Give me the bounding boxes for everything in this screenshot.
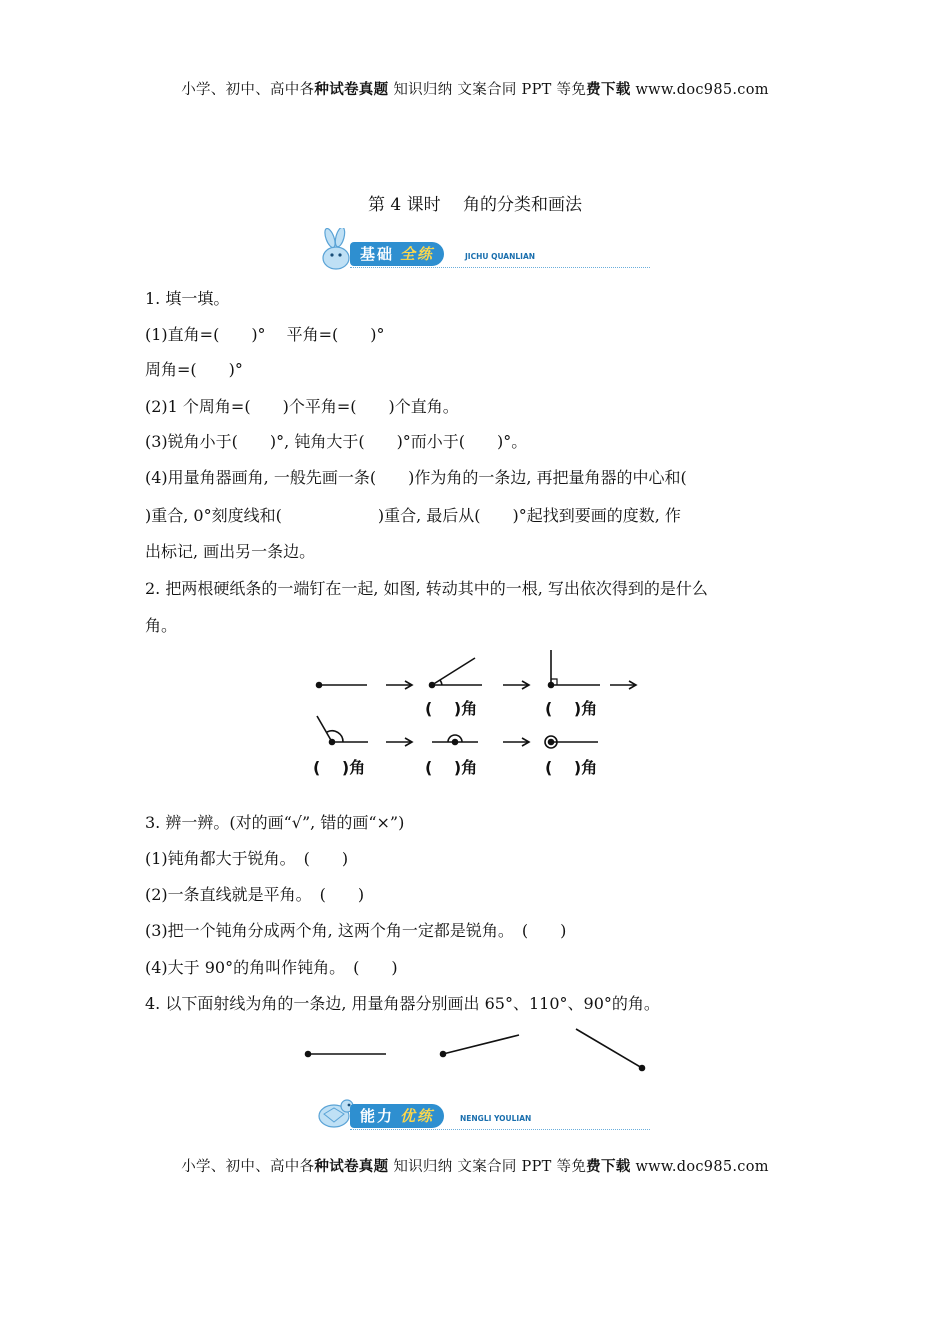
banner-bold: 种试卷真题 xyxy=(314,1158,389,1175)
section-label: 能力 xyxy=(360,1107,395,1125)
q3-item: (1)钝角都大于锐角。 ( ) xyxy=(145,849,349,868)
section-badge-basic xyxy=(310,228,650,274)
arrow-head xyxy=(405,681,412,689)
banner-bold: 费下载 xyxy=(586,1158,631,1175)
section-label-highlight: 全练 xyxy=(400,245,435,263)
banner-text: 小学、初中、高中各 xyxy=(181,1159,315,1175)
angle-arc xyxy=(327,731,343,742)
q1-heading: 1. 填一填。 xyxy=(145,289,230,308)
ray-endpoint xyxy=(441,1052,446,1057)
vertex-dot xyxy=(317,683,322,688)
angle-arc xyxy=(440,680,442,685)
section-subtitle: NENGLI YOULIAN xyxy=(460,1114,532,1123)
q2-text: 2. 把两根硬纸条的一端钉在一起, 如图, 转动其中的一根, 写出依次得到的是什么 xyxy=(145,579,708,598)
banner-bold: 费下载 xyxy=(586,81,631,98)
ray-endpoint xyxy=(306,1052,311,1057)
arrow-head xyxy=(405,738,412,746)
right-angle-mark xyxy=(551,679,557,685)
q3-item: (3)把一个钝角分成两个角, 这两个角一定都是锐角。 ( ) xyxy=(145,921,567,940)
section-badge-advanced xyxy=(310,1090,650,1136)
vertex-dot xyxy=(453,740,458,745)
arrow-head xyxy=(629,681,636,689)
angle-answer-blank: ( )角 xyxy=(425,758,478,777)
angle-arc xyxy=(545,736,557,748)
ray-tilted-up xyxy=(443,1035,519,1054)
vertex-dot xyxy=(330,740,335,745)
arrow-head xyxy=(522,681,529,689)
q1-item: 周角=( )° xyxy=(145,360,243,379)
angle-answer-blank: ( )角 xyxy=(545,758,598,777)
angle-ray xyxy=(317,716,332,742)
banner-url: www.doc985.com xyxy=(630,1159,769,1175)
angle-answer-blank: ( )角 xyxy=(545,699,598,718)
q1-item: (3)锐角小于( )°, 钝角大于( )°而小于( )°。 xyxy=(145,432,528,451)
q1-item: 出标记, 画出另一条边。 xyxy=(145,542,316,561)
q1-item: (1)直角=( )° 平角=( )° xyxy=(145,325,385,344)
section-subtitle: JICHU QUANLIAN xyxy=(465,252,536,261)
banner-bold: 种试卷真题 xyxy=(314,81,389,98)
dotted-divider xyxy=(350,1129,650,1130)
q1-item: (2)1 个周角=( )个平角=( )个直角。 xyxy=(145,397,459,416)
q2-text: 角。 xyxy=(145,616,178,635)
angle-arc xyxy=(448,735,462,742)
vertex-dot xyxy=(549,683,554,688)
arrow-head xyxy=(522,738,529,746)
q3-heading: 3. 辨一辨。(对的画“√”, 错的画“×”) xyxy=(145,813,405,832)
q4-text: 4. 以下面射线为角的一条边, 用量角器分别画出 65°、110°、90°的角。 xyxy=(145,994,660,1013)
q1-item: (4)用量角器画角, 一般先画一条( )作为角的一条边, 再把量角器的中心和( xyxy=(145,468,687,487)
lesson-title: 第 4 课时 角的分类和画法 xyxy=(367,195,583,215)
angle-answer-blank: ( )角 xyxy=(313,758,366,777)
dotted-divider xyxy=(350,267,650,268)
header-banner xyxy=(0,78,950,99)
section-label: 基础 xyxy=(360,245,395,263)
banner-text: 小学、初中、高中各 xyxy=(181,82,315,98)
banner-url: www.doc985.com xyxy=(630,82,769,98)
ray-endpoint xyxy=(640,1066,645,1071)
vertex-dot xyxy=(549,740,554,745)
q3-item: (2)一条直线就是平角。 ( ) xyxy=(145,885,365,904)
section-label-highlight: 优练 xyxy=(400,1107,435,1125)
q1-item: )重合, 0°刻度线和( )重合, 最后从( )°起找到要画的度数, 作 xyxy=(145,506,681,525)
q3-item: (4)大于 90°的角叫作钝角。 ( ) xyxy=(145,958,398,977)
angle-ray xyxy=(432,658,475,685)
banner-text: 知识归纳 文案合同 PPT 等免 xyxy=(388,82,587,98)
ray-tilted-down xyxy=(576,1029,642,1068)
vertex-dot xyxy=(430,683,435,688)
banner-text: 知识归纳 文案合同 PPT 等免 xyxy=(388,1159,587,1175)
footer-banner xyxy=(0,1155,950,1176)
angle-answer-blank: ( )角 xyxy=(425,699,478,718)
